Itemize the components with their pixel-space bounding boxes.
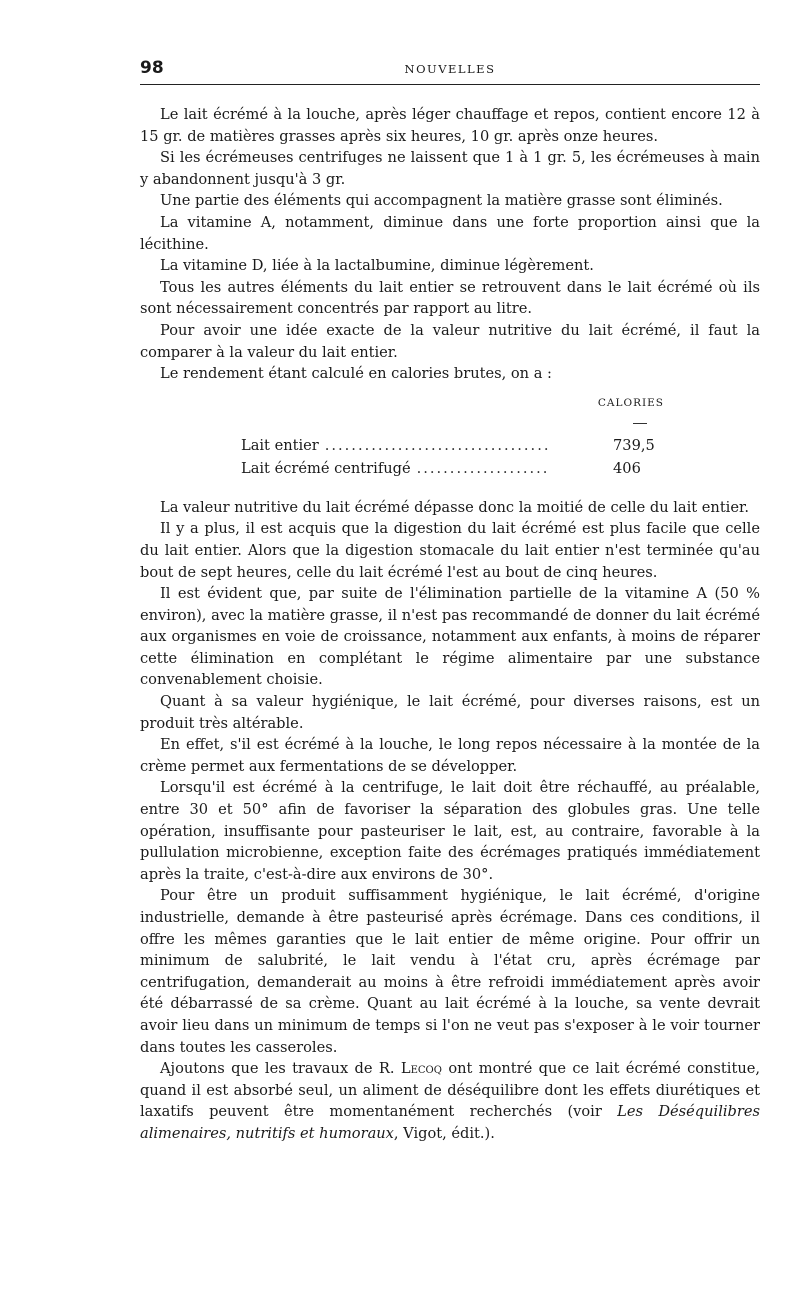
paragraph: Tous les autres éléments du lait entier se retrouvent dans le lait écrémé où ils sont nécessairement concentrés par rapport au litre. <box>140 278 760 318</box>
body-text <box>140 104 760 1145</box>
calories-table <box>140 393 760 489</box>
header-rule <box>633 423 647 424</box>
paragraph: Lorsqu'il est écrémé à la centrifuge, le lait doit être réchauffé, au préalable, entre 30 et 50° afin de favoriser la séparation des globules gras. Une telle opération, insuffisante pour pasteuriser le lait, est, au contraire, favorable à la pullulation microbienne, exception faite des écrémages pratiqués immédiatement après la traite, c'est-à-dire aux environs de 30°. <box>140 779 760 883</box>
calories-row <box>241 458 657 480</box>
book-title: Les Déséquilibres alimenaires, nutritifs et humoraux <box>140 1103 760 1142</box>
dot-leader: .................................. <box>324 436 551 454</box>
page-number: 98 <box>140 58 164 78</box>
paragraph: Le lait écrémé à la louche, après léger chauffage et repos, contient encore 12 à 15 gr. de matières grasses après six heures, 10 gr. après onze heures. <box>140 106 760 145</box>
row-label: Lait écrémé centrifugé <box>241 459 411 477</box>
row-value: 406 <box>613 459 641 477</box>
running-head <box>140 56 760 85</box>
dot-leader: .................... <box>416 459 550 477</box>
paragraph: La valeur nutritive du lait écrémé dépasse donc la moitié de celle du lait entier. <box>160 498 750 516</box>
calories-row <box>241 435 657 457</box>
paragraph: En effet, s'il est écrémé à la louche, le long repos nécessaire à la montée de la crème permet aux fermentations de se développer. <box>140 736 760 775</box>
paragraph: Pour être un produit suffisamment hygiénique, le lait écrémé, d'origine industrielle, demande à être pasteurisé après écrémage. Dans ces conditions, il offre les mêmes garanties que le lait entier de même origine. Pour offrir un minimum de salubrité, le lait vendu à l'état cru, après écrémage par centrifugation, demanderait au moins à être refroidi immédiatement après avoir été débarrassé de sa crème. Quant au lait écrémé à la louche, sa vente devrait avoir lieu dans un minimum de temps si l'on ne veut pas s'exposer à le voir tourner dans toutes les casseroles. <box>140 887 760 1056</box>
closing-text-middle: ont montré que ce lait écrémé constitue, quand il est absorbé seul, un aliment de déséquilibre dont les effets diurétiques et laxatifs peuvent être momentanément recherchés (voir <box>140 1060 760 1121</box>
paragraph: Si les écrémeuses centrifuges ne laissent que 1 à 1 gr. 5, les écrémeuses à main y abandonnent jusqu'à 3 gr. <box>140 149 760 188</box>
author-name: Lecoq <box>400 1060 442 1078</box>
paragraph: La vitamine D, liée à la lactalbumine, diminue légèrement. <box>160 257 594 275</box>
book-page <box>140 56 760 1145</box>
paragraph: Quant à sa valeur hygiénique, le lait écrémé, pour diverses raisons, est un produit très altérable. <box>140 693 760 732</box>
paragraph: Une partie des éléments qui accompagnent la matière grasse sont éliminés. <box>160 192 723 210</box>
paragraph: Le rendement étant calculé en calories brutes, on a : <box>160 365 552 383</box>
closing-text-start: Ajoutons que les travaux de R. <box>160 1060 401 1078</box>
paragraph: La vitamine A, notamment, diminue dans une forte proportion ainsi que la lécithine. <box>140 213 760 253</box>
paragraph: Il est évident que, par suite de l'élimination partielle de la vitamine A (50 % environ), avec la matière grasse, il n'est pas recommandé de donner du lait écrémé aux organismes en voie de croissance, notamment aux enfants, à moins de réparer cette élimination en complétant le régime alimentaire par une substance convenablement choisie. <box>140 585 760 689</box>
row-label: Lait entier <box>241 436 319 454</box>
paragraph: Pour avoir une idée exacte de la valeur nutritive du lait écrémé, il faut la comparer à la valeur du lait entier. <box>140 321 760 361</box>
section-title: NOUVELLES <box>404 62 496 76</box>
paragraph: Il y a plus, il est acquis que la digestion du lait écrémé est plus facile que celle du lait entier. Alors que la digestion stomacale du lait entier n'est terminée qu'au bout de sept heures, celle du lait écrémé l'est au bout de cinq heures. <box>140 520 760 581</box>
calories-header: CALORIES <box>597 396 664 409</box>
row-value: 739,5 <box>613 436 655 454</box>
closing-paragraph <box>140 1058 760 1144</box>
closing-text-end: , Vigot, édit.). <box>393 1124 495 1142</box>
